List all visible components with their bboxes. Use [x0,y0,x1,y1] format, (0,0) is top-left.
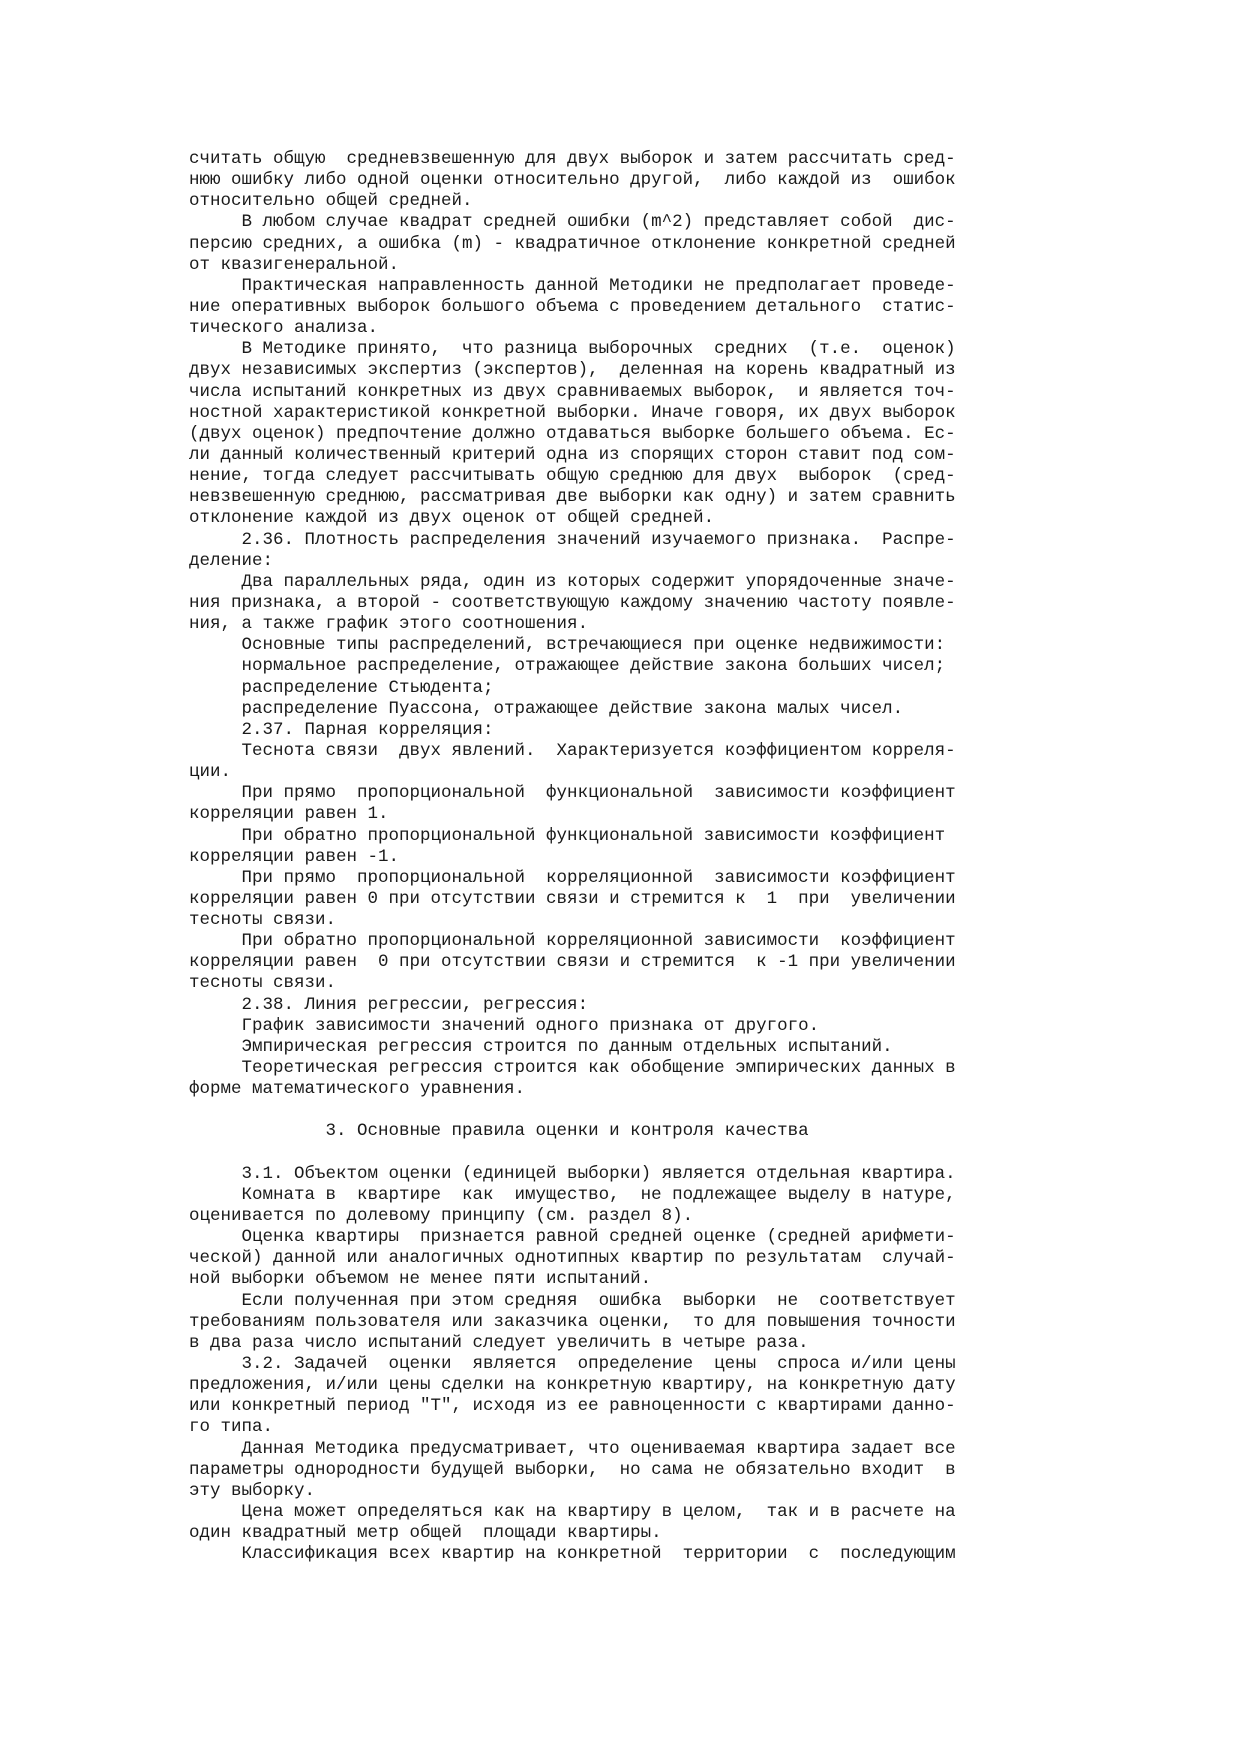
text-line: 3.1. Объектом оценки (единицей выборки) является отдельная квартира. [189,1163,956,1184]
text-line: В любом случае квадрат средней ошибки (m^2) представляет собой дис- [189,212,956,233]
text-line: Основные типы распределений, встречающиеся при оценке недвижимости: [189,635,946,656]
text-line: распределение Стьюдента; [189,677,494,698]
text-line: числа испытаний конкретных из двух сравниваемых выборок, и является точ- [189,381,956,402]
text-line: от квазигенеральной. [189,254,400,275]
text-line [189,1143,1069,1164]
text-line: ния признака, а второй - соответствующую каждому значению частоту появле- [189,592,956,613]
text-line: корреляции равен 0 при отсутствии связи и стремится к 1 при увеличении [189,888,956,909]
text-line: корреляции равен -1. [189,846,400,867]
text-line: корреляции равен 1. [189,804,389,825]
text-line: Теснота связи двух явлений. Характеризуется коэффициентом корреля- [189,740,956,761]
text-line: ние оперативных выборок большого объема с проведением детального статис- [189,296,956,317]
text-line: ции. [189,762,232,783]
text-line: считать общую средневзвешенную для двух выборок и затем рассчитать сред- [189,149,956,169]
text-line: персию средних, а ошибка (m) - квадратичное отклонение конкретной средней [189,233,956,254]
text-line: 3. Основные правила оценки и контроля качества [189,1121,809,1142]
text-line: ной выборки объемом не менее пяти испытаний. [189,1269,652,1290]
text-line: распределение Пуассона, отражающее действие закона малых чисел. [189,698,904,719]
text-line: 2.38. Линия регрессии, регрессия: [189,994,589,1015]
text-line: нюю ошибку либо одной оценки относительно другой, либо каждой из ошибок [189,170,956,191]
text-line: форме математического уравнения. [189,1079,526,1100]
text-line: эту выборку. [189,1480,316,1501]
text-line: параметры однородности будущей выборки, но сама не обязательно входит в [189,1459,956,1480]
text-line: В Методике принято, что разница выборочных средних (т.е. оценок) [189,339,956,360]
text-line: 2.36. Плотность распределения значений изучаемого признака. Распре- [189,529,956,550]
text-line: При прямо пропорциональной функциональной зависимости коэффициент [189,783,956,804]
text-line: Данная Методика предусматривает, что оцениваемая квартира задает все [189,1438,956,1459]
text-line: или конкретный период "Т", исходя из ее равноценности с квартирами данно- [189,1396,956,1417]
text-line: нормальное распределение, отражающее действие закона больших чисел; [189,656,946,677]
text-line: ческой) данной или аналогичных однотипных квартир по результатам случай- [189,1248,956,1269]
text-line: ностной характеристикой конкретной выборки. Иначе говоря, их двух выборок [189,402,956,423]
text-line: Теоретическая регрессия строится как обобщение эмпирических данных в [189,1058,956,1079]
text-line: Практическая направленность данной Методики не предполагает проведе- [189,275,956,296]
text-line: Оценка квартиры признается равной средней оценке (средней арифмети- [189,1227,956,1248]
text-line: Цена может определяться как на квартиру в целом, так и в расчете на [189,1502,956,1522]
text-line: Эмпирическая регрессия строится по данным отдельных испытаний. [189,1036,893,1057]
text-line: ли данный количественный критерий одна из спорящих сторон ставит под сом- [189,444,956,465]
text-line: в два раза число испытаний следует увеличить в четыре раза. [189,1332,809,1353]
text-line: График зависимости значений одного признака от другого. [189,1015,820,1036]
text-line: 3.2. Задачей оценки является определение цены спроса и/или цены [189,1354,956,1375]
text-line: При обратно пропорциональной корреляционной зависимости коэффициент [189,931,956,952]
text-line: Комната в квартире как имущество, не подлежащее выделу в натуре, [189,1184,956,1205]
text-line: Если полученная при этом средняя ошибка выборки не соответствует [189,1290,956,1311]
text-line: ния, а также график этого соотношения. [189,614,589,635]
text-line [189,1100,1069,1121]
text-line: корреляции равен 0 при отсутствии связи и стремится к -1 при увеличении [189,952,956,973]
text-line: го типа. [189,1417,274,1438]
text-line: деление: [189,550,274,571]
text-line: требованиям пользователя или заказчика оценки, то для повышения точности [189,1311,956,1332]
text-line: При прямо пропорциональной корреляционной зависимости коэффициент [189,867,956,888]
text-line: оценивается по долевому принципу (см. раздел 8). [189,1206,694,1227]
text-line: двух независимых экспертиз (экспертов), деленная на корень квадратный из [189,360,956,381]
text-line: предложения, и/или цены сделки на конкретную квартиру, на конкретную дату [189,1375,956,1396]
text-line: тесноты связи. [189,973,337,994]
text-line: невзвешенную среднюю, рассматривая две выборки как одну) и затем сравнить [189,487,956,508]
document-body [189,149,1069,1565]
text-line: Классификация всех квартир на конкретной территории с последующим [189,1544,956,1565]
text-line: тического анализа. [189,318,379,339]
text-line: тесноты связи. [189,910,337,931]
text-line: относительно общей средней. [189,191,473,212]
text-line: Два параллельных ряда, один из которых содержит упорядоченные значе- [189,571,956,592]
text-line: При обратно пропорциональной функциональной зависимости коэффициент [189,825,946,846]
text-line: один квадратный метр общей площади квартиры. [189,1523,662,1544]
text-line: нение, тогда следует рассчитывать общую среднюю для двух выборок (сред- [189,466,956,487]
text-line: 2.37. Парная корреляция: [189,719,494,740]
text-line: отклонение каждой из двух оценок от общей средней. [189,508,715,529]
text-line: (двух оценок) предпочтение должно отдаваться выборке большего объема. Ес- [189,423,956,444]
